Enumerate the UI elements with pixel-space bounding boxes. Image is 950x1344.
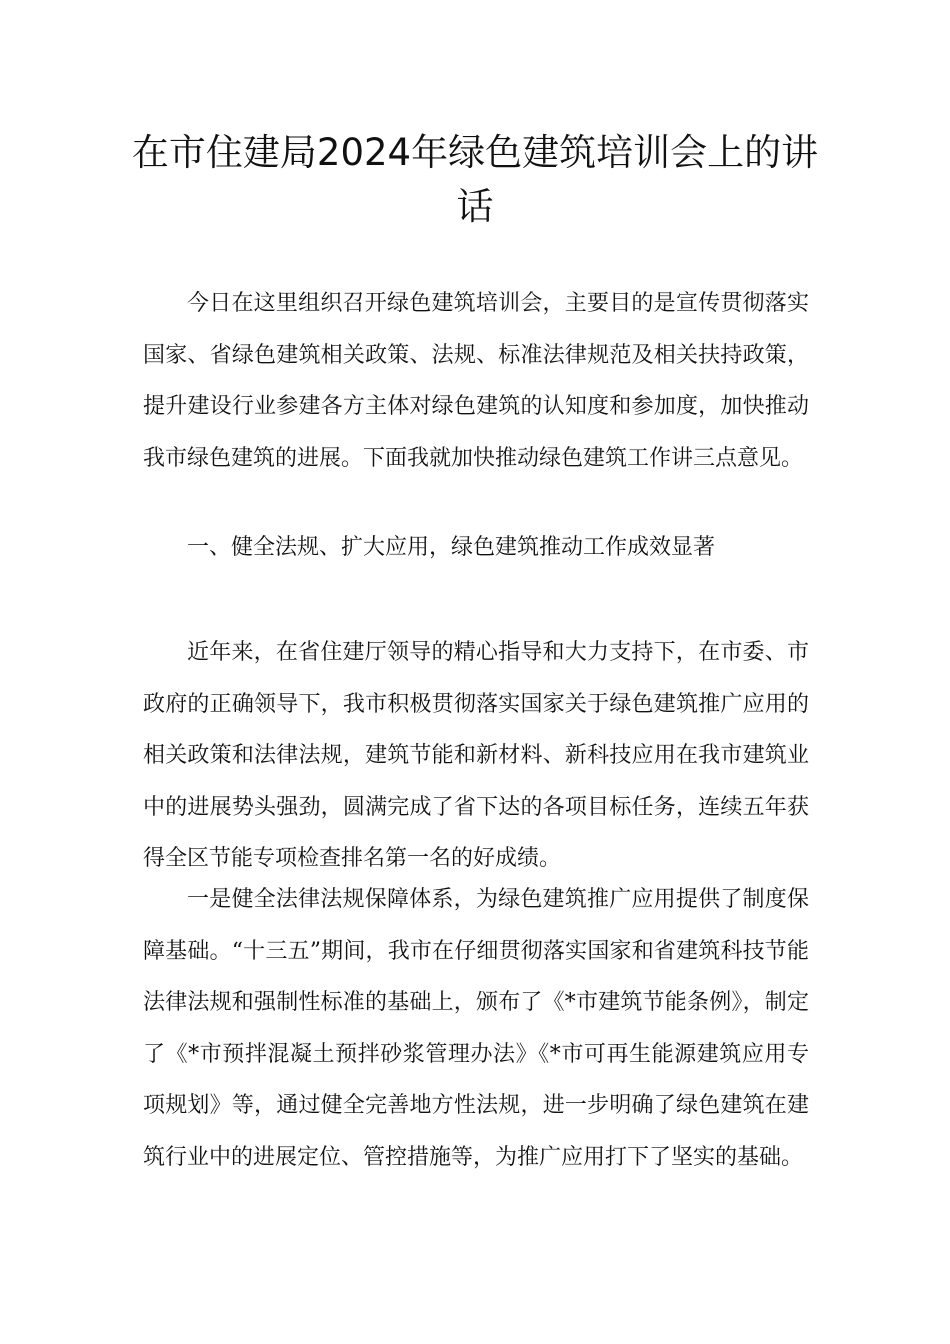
legal-system-paragraph-block [143, 874, 809, 1183]
section-heading: 一、健全法规、扩大应用，绿色建筑推动工作成效显著 [187, 535, 716, 560]
legal-system-paragraph: 一是健全法律法规保障体系，为绿色建筑推广应用提供了制度保障基础。“十三五”期间，我市在仔细贯彻落实国家和省建筑科技节能法律法规和强制性标准的基础上，颁布了《*市建筑节能条例》，制定了《*市预拌混凝土预拌砂浆管理办法》《*市可再生能源建筑应用专项规划》等，通过健全完善地方性法规，进一步明确了绿色建筑在建筑行业中的进展定位、管控措施等，为推广应用打下了坚实的基础。 [143, 887, 809, 1170]
intro-paragraph: 今日在这里组织召开绿色建筑培训会，主要目的是宣传贯彻落实国家、省绿色建筑相关政策、法规、标准法律规范及相关扶持政策，提升建设行业参建各方主体对绿色建筑的认知度和参加度，加快推动我市绿色建筑的进展。下面我就加快推动绿色建筑工作讲三点意见。 [143, 291, 809, 471]
section-heading-block [143, 522, 809, 574]
background-paragraph-block [143, 627, 809, 885]
intro-paragraph-block [143, 278, 809, 484]
background-paragraph: 近年来，在省住建厅领导的精心指导和大力支持下，在市委、市政府的正确领导下，我市积极贯彻落实国家关于绿色建筑推广应用的相关政策和法律法规，建筑节能和新材料、新科技应用在我市建筑业中的进展势头强劲，圆满完成了省下达的各项目标任务，连续五年获得全区节能专项检查排名第一名的好成绩。 [143, 640, 809, 871]
document-title: 在市住建局2024年绿色建筑培训会上的讲话 [131, 131, 819, 228]
